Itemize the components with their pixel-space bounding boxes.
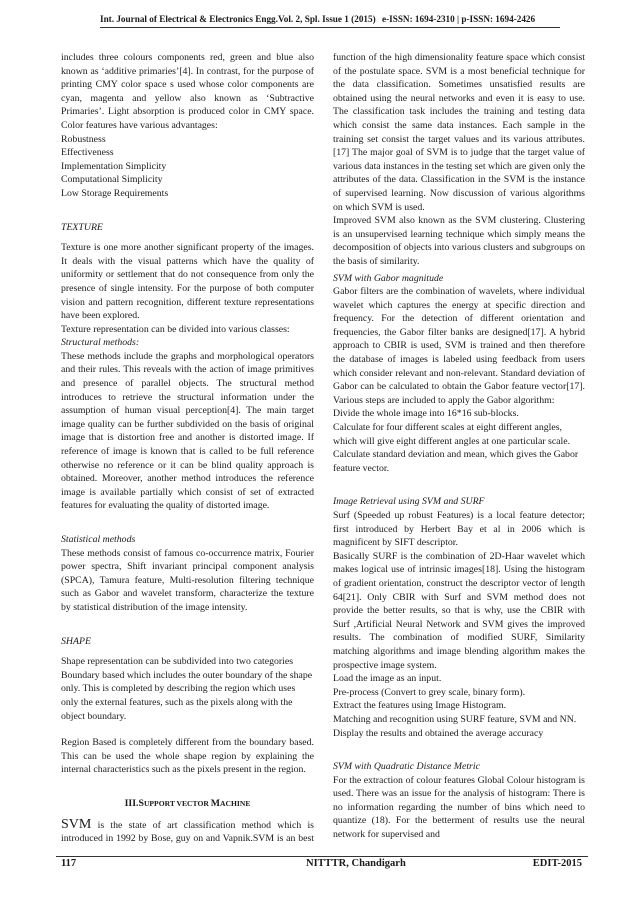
header-rule [100, 27, 560, 28]
advantage-item: Low Storage Requirements [61, 187, 169, 199]
surf-step: Extract the features using Image Histogram. [333, 700, 507, 712]
gabor-paragraph: Gabor filters are the combination of wavelets, where individual wavelet which captures the energy at specific direction and frequency. For the detection of different orientation and frequencies, the Gabor filter banks are designed[17]. A hybrid approach to CBIR is used, SVM is trained and then therefore the database of images is labeled using feedback from users which consider relevant and non-relevant. Standard deviation of Gabor can be calculated to obtain the Gabor feature vector[17]. Various steps are included to apply the Gabor algorithm: [333, 286, 585, 406]
gabor-step: Calculate standard deviation and mean, which gives the Gabor feature vector. [333, 449, 579, 474]
gabor-heading: SVM with Gabor magnitude [333, 272, 444, 284]
texture-heading: TEXTURE [61, 221, 103, 233]
header-issn: e-ISSN: 1694-2310 | p-ISSN: 1694-2426 [382, 14, 536, 24]
surf-paragraph-1: Surf (Speeded up robust Features) is a local feature detector; first introduced by Herbert Bay et al in 2006 which is magnificent by SIFT descriptor. [333, 510, 585, 549]
footer-institute: NITTTR, Chandigarh [306, 858, 406, 869]
statistical-paragraph: These methods consist of famous co-occurrence matrix, Fourier power spectra, Shift invariant principal component analysis (SPCA), Tamura feature, Multi-resolution filtering technique such as Gabor and wavelet transform, characterize the texture by statistical distribution of the image intensity. [61, 547, 314, 613]
texture-paragraph: Texture is one more another significant property of the images. It deals with the visual patterns which have the quality of uniformity or settlement that do not consequence from only the presence of single intensity. For the purpose of both computer vision and pattern recognition, different texture representations have been explored. [61, 242, 314, 322]
svm-continued-paragraph: function of the high dimensionality feature space which consist of the postulate space. SVM is a most beneficial technique for the data classification. Sometimes unsatisfied results are obtained using the neural networks and even it is easy to use. The classification task includes the training and testing data which consist the same data instances. Each sample in the training set consist the target values and its various attributes.[17] The major goal of SVM is to judge that the target value of various data instances in the testing set which are given only the attributes of the data. Classification in the SVM is the instance of supervised learning. Now discussion of various algorithms on which SVM is used. [333, 52, 585, 213]
boundary-paragraph: Boundary based which includes the outer boundary of the shape only. This is completed by describing the region which uses only the external features, such as the pixels along with the object boundary. [61, 669, 313, 722]
advantage-item: Implementation Simplicity [61, 160, 167, 172]
region-paragraph: Region Based is completely different from the boundary based. This can be used the whole shape region by explaining the internal characteristics such as the pixels present in the region. [61, 737, 314, 776]
section-heading: III.SUPPORT VECTOR MACHINE [124, 797, 251, 809]
advantage-item: Computational Simplicity [61, 174, 163, 186]
quadratic-paragraph: For the extraction of colour features Global Colour histogram is used. There was an issue for the analysis of histogram: There is no information regarding the number of bins which need to quantize (18). For the betterment of results use the neural network for supervised and [333, 774, 585, 841]
gabor-step: Calculate for four different scales at eight different angles, which will give eight different angles at one particular scale. [333, 422, 571, 447]
quadratic-heading: SVM with Quadratic Distance Metric [333, 761, 480, 773]
color-paragraph: includes three colours components red, green and blue also known as ‘additive primaries’[4]. In contrast, for the purpose of printing CMY color space s used whose color components are cyan, magenta and yellow also known as ‘Subtractive Primaries’. Light absorption is produced color in CMY space. Color features have various advantages: [61, 52, 314, 131]
left-column [61, 51, 314, 847]
footer-edition: EDIT-2015 [532, 858, 582, 869]
surf-heading: Image Retrieval using SVM and SURF [333, 496, 485, 508]
advantage-item: Effectiveness [61, 147, 114, 159]
shape-heading: SHAPE [61, 635, 91, 647]
advantage-item: Robustness [61, 133, 106, 145]
surf-step: Display the results and obtained the average accuracy [333, 727, 544, 739]
right-column [333, 51, 585, 847]
header-journal: Int. Journal of Electrical & Electronics Engg. [100, 14, 278, 24]
surf-paragraph-2: Basically SURF is the combination of 2D-Haar wavelet which makes logical use of intrinsic images[18]. Using the histogram of gradient orientation, construct the descriptor vector of length 64[21]. Only CBIR with Surf and SVM method does not provide the better results, so that is why, use the CBIR with Surf ,Artificial Neural Network and SVM gives the improved results. The combination of modified SURF, Similarity matching algorithms and image blending algorithm makes the prospective image system. [333, 550, 585, 671]
header-volume: Vol. 2, Spl. Issue 1 (2015) [278, 14, 376, 24]
texture-classes: Texture representation can be divided into various classes: [61, 323, 290, 335]
statistical-heading: Statistical methods [61, 534, 136, 545]
running-footer [56, 858, 588, 874]
gabor-step: Divide the whole image into 16*16 sub-blocks. [333, 408, 519, 420]
svm-dropcap: SVM [61, 816, 92, 832]
svm-paragraph: SVM is the state of art classification method which is introduced in 1992 by Bose, guy on and Vapnik.SVM is an best [61, 816, 314, 845]
structural-paragraph: These methods include the graphs and morphological operators and their rules. This reveals with the action of image primitives and presence of parallel objects. The structural method introduces to retrieve the structural information under the assumption of human visual perception[4]. The main target image quality can be further subdivided on the basis of original image that is distortion free and another is distorted image. If reference of image is known that is called to be full reference otherwise no reference or it can be blind quality approach is obtained. Moreover, another method introduces the reference image is available partially which consist of set of extracted features for evaluating the quality of distorted image. [61, 350, 314, 512]
surf-step: Pre-process (Convert to grey scale, binary form). [333, 686, 526, 698]
footer-rule [56, 856, 588, 857]
page-number: 117 [61, 858, 77, 869]
surf-step: Load the image as an input. [333, 673, 442, 685]
running-header [100, 12, 560, 32]
improved-svm-paragraph: Improved SVM also known as the SVM clustering. Clustering is an unsupervised learning technique which simply means the decomposition of objects into various clusters and subgroups on the basis of similarity. [333, 215, 585, 267]
structural-heading: Structural methods: [61, 337, 140, 349]
shape-paragraph: Shape representation can be subdivided into two categories [61, 656, 294, 668]
surf-step: Matching and recognition using SURF feature, SVM and NN. [333, 713, 577, 725]
